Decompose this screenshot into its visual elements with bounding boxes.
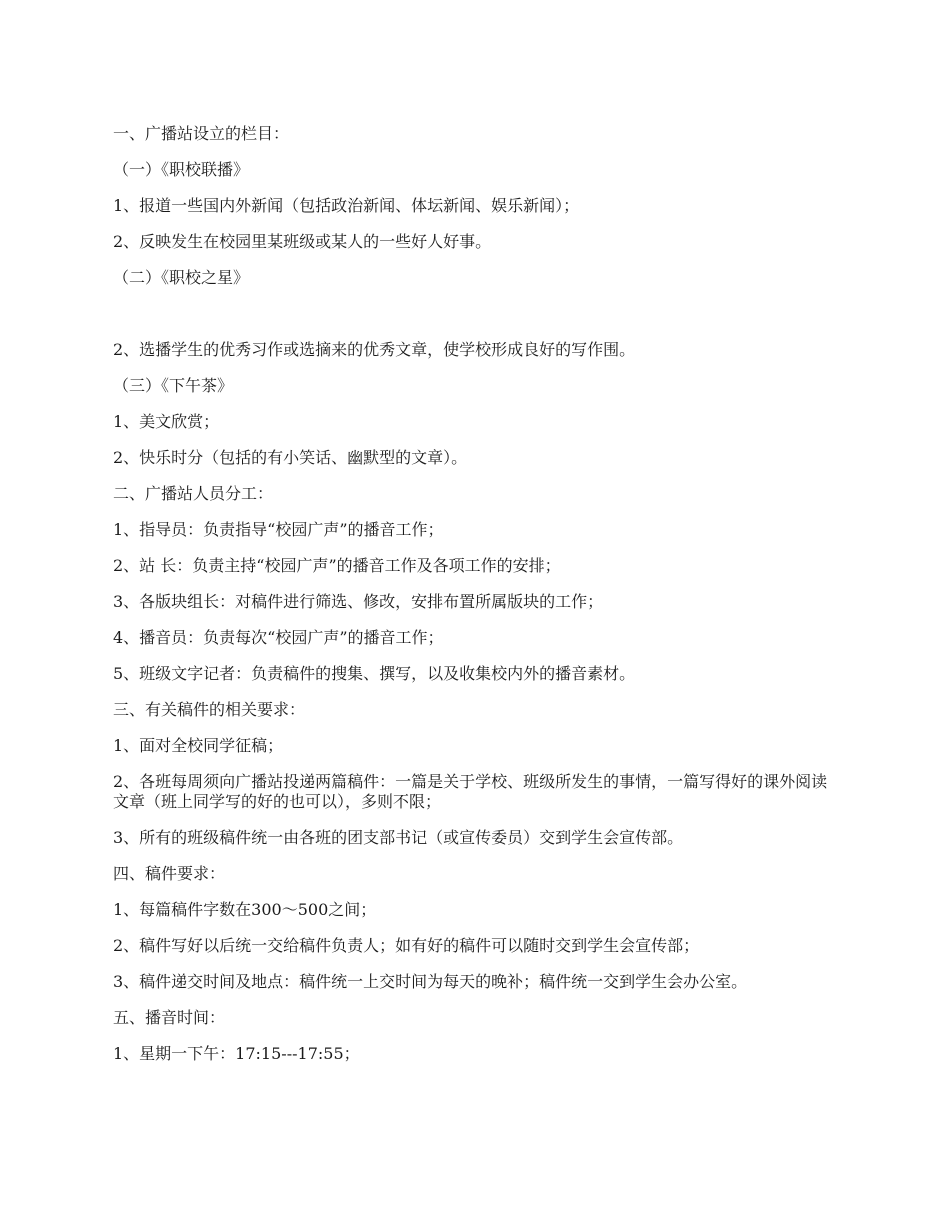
document-body xyxy=(113,124,837,1080)
list-item: 3、各版块组长：对稿件进行筛选、修改，安排布置所属版块的工作； xyxy=(113,592,604,611)
section-heading: 四、稿件要求： xyxy=(113,864,226,883)
list-item: 2、快乐时分（包括的有小笑话、幽默型的文章）。 xyxy=(113,448,468,467)
subsection-heading: （一）《职校联播》 xyxy=(113,160,250,179)
list-item: 1、美文欣赏； xyxy=(113,412,220,431)
list-item: 2、各班每周须向广播站投递两篇稿件：一篇是关于学校、班级所发生的事情，一篇写得好的课外阅读文章（班上同学写的好的也可以），多则不限； xyxy=(113,772,828,811)
list-item: 1、指导员：负责指导“校园广声”的播音工作； xyxy=(113,520,444,539)
list-item: 4、播音员：负责每次“校园广声”的播音工作； xyxy=(113,628,444,647)
blank-line xyxy=(113,304,837,324)
list-item: 2、稿件写好以后统一交给稿件负责人；如有好的稿件可以随时交到学生会宣传部； xyxy=(113,936,700,955)
section-heading: 一、广播站设立的栏目： xyxy=(113,124,290,143)
section-heading: 三、有关稿件的相关要求： xyxy=(113,700,306,719)
section-heading: 五、播音时间： xyxy=(113,1008,226,1027)
list-item: 1、面对全校同学征稿； xyxy=(113,736,284,755)
list-item: 1、星期一下午：17:15---17:55； xyxy=(113,1044,360,1063)
list-item: 3、稿件递交时间及地点：稿件统一上交时间为每天的晚补；稿件统一交到学生会办公室。 xyxy=(113,972,748,991)
list-item: 1、每篇稿件字数在300～500之间； xyxy=(113,900,377,919)
subsection-heading: （二）《职校之星》 xyxy=(113,268,250,287)
list-item: 2、反映发生在校园里某班级或某人的一些好人好事。 xyxy=(113,232,492,251)
list-item: 1、报道一些国内外新闻（包括政治新闻、体坛新闻、娱乐新闻）； xyxy=(113,196,580,215)
list-item: 2、选播学生的优秀习作或选摘来的优秀文章，使学校形成良好的写作围。 xyxy=(113,340,636,359)
subsection-heading: （三）《下午茶》 xyxy=(113,376,234,395)
list-item: 2、站 长：负责主持“校园广声”的播音工作及各项工作的安排； xyxy=(113,556,561,575)
list-item: 5、班级文字记者：负责稿件的搜集、撰写，以及收集校内外的播音素材。 xyxy=(113,664,636,683)
section-heading: 二、广播站人员分工： xyxy=(113,484,274,503)
list-item: 3、所有的班级稿件统一由各班的团支部书记（或宣传委员）交到学生会宣传部。 xyxy=(113,828,684,847)
